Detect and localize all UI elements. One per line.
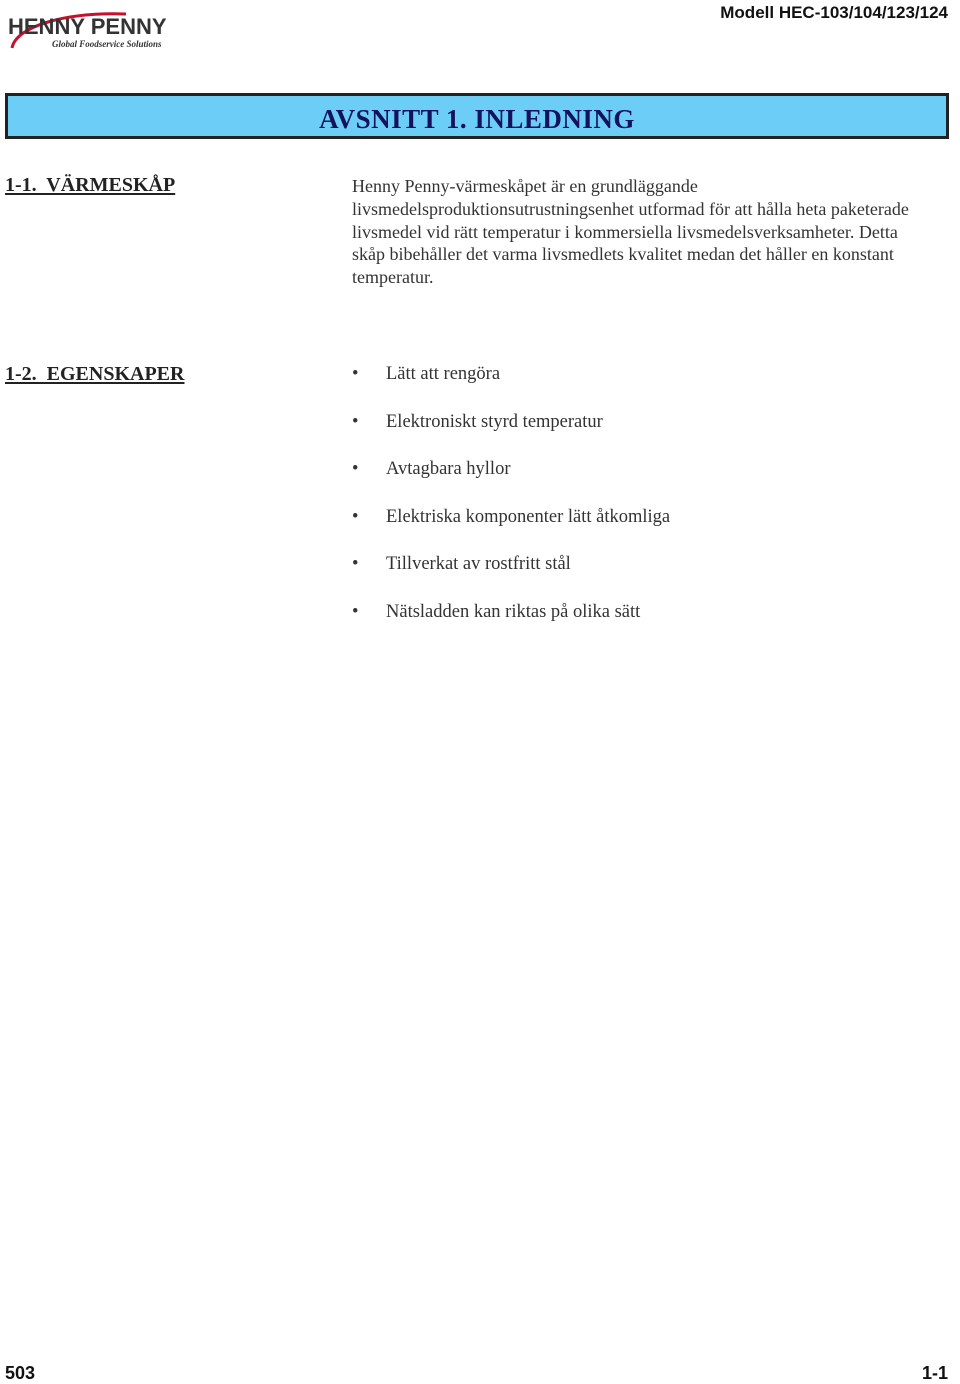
feature-text: Lätt att rengöra	[386, 364, 501, 384]
feature-text: Tillverkat av rostfritt stål	[386, 554, 571, 574]
henny-penny-logo	[6, 4, 206, 54]
section-banner	[5, 93, 949, 139]
footer-page-number: 1-1	[921, 1363, 948, 1383]
banner-title: AVSNITT 1. INLEDNING	[319, 104, 635, 134]
bullet-icon: •	[352, 459, 359, 479]
model-label: Modell HEC-103/104/123/124	[720, 3, 948, 22]
feature-text: Elektroniskt styrd temperatur	[386, 411, 603, 432]
section-heading-egenskaper: 1-2. EGENSKAPER	[5, 363, 185, 385]
feature-text: Elektriska komponenter lätt åtkomliga	[386, 506, 671, 527]
feature-text: Nätsladden kan riktas på olika sätt	[386, 601, 641, 622]
bullet-icon: •	[352, 506, 359, 527]
logo-tagline: Global Foodservice Solutions	[52, 39, 162, 49]
feature-text: Avtagbara hyllor	[386, 459, 511, 479]
footer-doc-number: 503	[5, 1363, 36, 1383]
section-heading-varmeskap: 1-1. VÄRMESKÅP	[5, 174, 176, 196]
bullet-icon: •	[352, 411, 359, 432]
section-paragraph: Henny Penny-värmeskåpet är en grundläggande livsmedelsproduktionsutrustningsenhet utformad för att hålla heta paketerade livsmedel vid rätt temperatur i kommersiella livsmedelsverksamheter. Detta skåp bibehåller det varma livsmedlets kvalitet medan det håller en konstant temperatur.	[352, 176, 909, 288]
logo-name: HENNY PENNY	[8, 14, 167, 39]
logo-swoosh-icon	[6, 4, 206, 54]
bullet-icon: •	[352, 364, 359, 384]
bullet-icon: •	[352, 554, 359, 574]
bullet-icon: •	[352, 601, 359, 622]
